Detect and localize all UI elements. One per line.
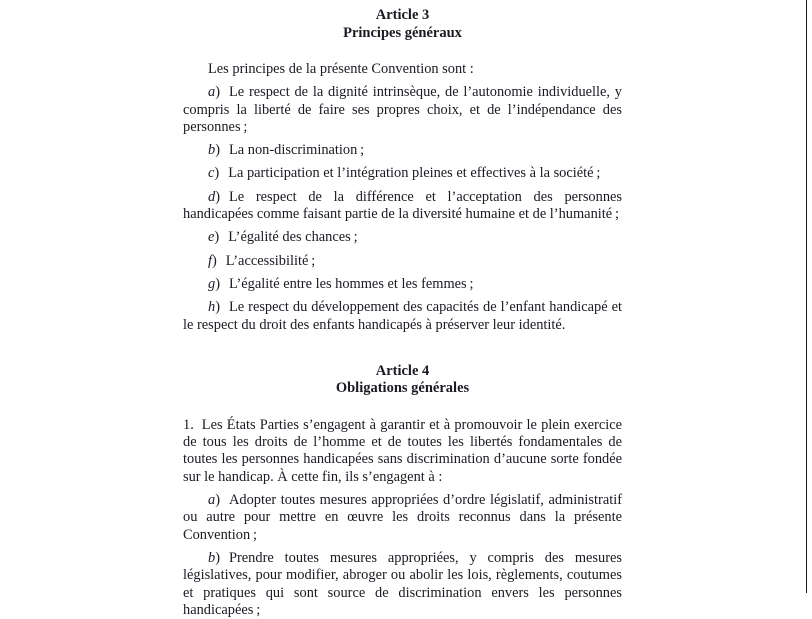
item-marker-g: g): [208, 275, 220, 292]
article-4-heading: [183, 363, 622, 398]
article-3-item-g: [183, 276, 622, 293]
article-3-heading: [183, 7, 622, 42]
article-3-item-d: [183, 189, 622, 224]
item-text-c: La participation et l’intégration pleines et effectives à la société ;: [228, 165, 601, 182]
item-marker-e: e): [208, 229, 220, 246]
article-4-paragraph-1: [183, 417, 622, 486]
item-text-g: L’égalité entre les hommes et les femmes ;: [229, 275, 474, 292]
article-3-item-c: [183, 165, 622, 182]
item-text-e: L’égalité des chances ;: [228, 229, 358, 246]
article-3-item-h: [183, 299, 622, 334]
article-4-item-b: [183, 550, 622, 619]
article-4-item-a: [183, 492, 622, 544]
item-marker-f: f): [208, 252, 217, 269]
item-text-f: L’accessibilité ;: [225, 252, 316, 269]
article-3-intro: Les principes de la présente Convention sont :: [208, 61, 474, 77]
item-marker-d: d): [208, 188, 220, 205]
item-text-a: Le respect de la dignité intrinsèque, de l’autonomie individuelle, y compris la liberté de faire ses propres choix, et de l’indépendance des personnes ;: [183, 84, 622, 135]
item-marker-b: b): [208, 142, 220, 159]
article-3-number: Article 3: [375, 7, 430, 23]
item-marker-c: c): [208, 165, 220, 182]
item-text-a4: Adopter toutes mesures appropriées d’ordre législatif, administratif ou autre pour mettre en œuvre les droits reconnus dans la présente Convention ;: [183, 492, 622, 543]
article-4-number: Article 4: [375, 362, 430, 379]
item-text-b: La non-discrimination ;: [229, 142, 365, 159]
article-3-item-e: [183, 229, 622, 246]
item-marker-b4: b): [208, 549, 220, 566]
page-edge-rule: [806, 0, 807, 593]
item-marker-a: a): [208, 84, 220, 101]
article-3-item-f: [183, 253, 622, 270]
article-4-title: Obligations générales: [335, 380, 470, 397]
article-3-title: Principes généraux: [343, 24, 462, 41]
item-text-d: Le respect de la différence et l’acceptation des personnes handicapées comme faisant partie de la diversité humaine et de l’humanité ;: [183, 188, 622, 223]
paragraph-number: 1.: [183, 416, 194, 433]
item-marker-a4: a): [208, 492, 220, 509]
article-3-item-a: [183, 84, 622, 136]
item-marker-h: h): [208, 299, 220, 316]
article-3-item-b: [183, 142, 622, 159]
paragraph-1-text: Les États Parties s’engagent à garantir et à promouvoir le plein exercice de tous les droits de l’homme et de toutes les libertés fondamentales de toutes les personnes handicapées sans discrimination d’aucune sorte fondée sur le handicap. À cette fin, ils s’engagent à :: [183, 416, 622, 485]
item-text-h: Le respect du développement des capacités de l’enfant handicapé et le respect du droit des enfants handicapés à préserver leur identité.: [183, 299, 622, 333]
document-page: [183, 0, 622, 619]
item-text-b4: Prendre toutes mesures appropriées, y compris des mesures législatives, pour modifier, abroger ou abolir les lois, règlements, coutumes et pratiques qui sont source de discrimination envers les personnes handicapées ;: [183, 549, 622, 618]
